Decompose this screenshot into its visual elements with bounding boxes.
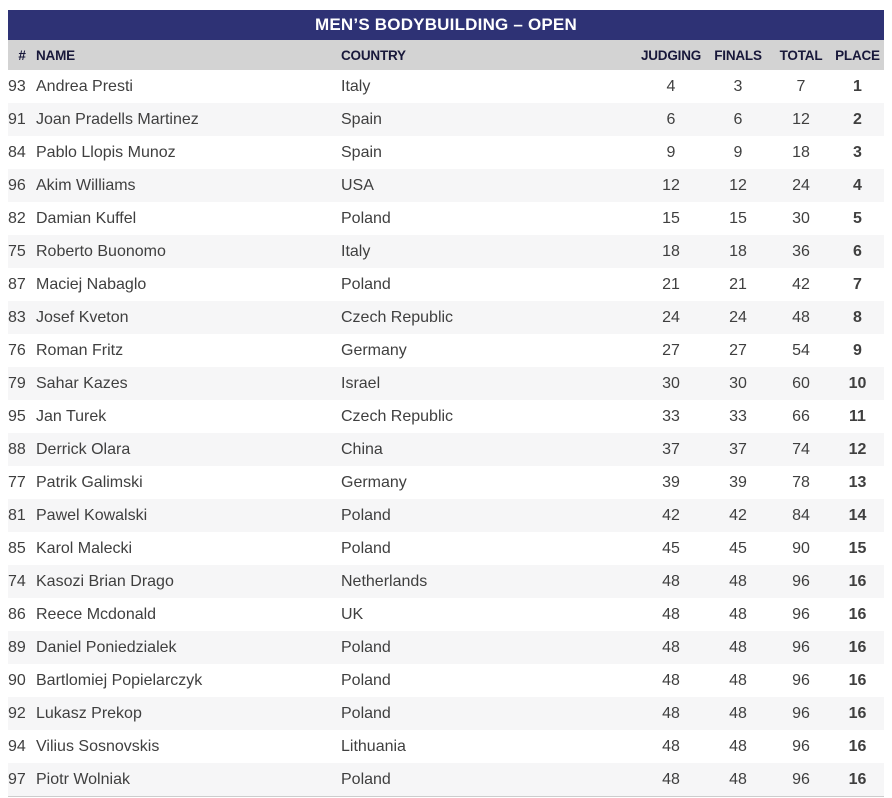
col-header-finals: FINALS xyxy=(705,40,771,70)
cell-name: Pablo Llopis Munoz xyxy=(36,143,176,161)
results-table xyxy=(8,40,884,797)
cell-num: 97 xyxy=(8,770,26,788)
cell-country: Spain xyxy=(341,110,382,128)
col-header-country: COUNTRY xyxy=(341,40,637,70)
cell-finals: 48 xyxy=(729,638,747,656)
cell-name: Daniel Poniedzialek xyxy=(36,638,177,656)
cell-total: 60 xyxy=(792,374,810,392)
cell-total: 90 xyxy=(792,539,810,557)
cell-place: 16 xyxy=(848,638,867,656)
cell-num: 83 xyxy=(8,308,26,326)
cell-judging: 48 xyxy=(662,572,680,590)
table-row xyxy=(8,70,884,103)
table-row xyxy=(8,268,884,301)
cell-judging: 45 xyxy=(662,539,680,557)
cell-country: Netherlands xyxy=(341,572,428,590)
cell-finals: 27 xyxy=(729,341,747,359)
cell-total: 54 xyxy=(792,341,810,359)
table-header xyxy=(8,40,884,70)
cell-total: 36 xyxy=(792,242,810,260)
cell-total: 96 xyxy=(792,572,810,590)
cell-name: Damian Kuffel xyxy=(36,209,137,227)
cell-finals: 48 xyxy=(729,572,747,590)
cell-total: 7 xyxy=(796,77,806,95)
table-row xyxy=(8,697,884,730)
cell-judging: 9 xyxy=(666,143,676,161)
table-row xyxy=(8,499,884,532)
cell-place: 15 xyxy=(848,539,867,557)
cell-finals: 45 xyxy=(729,539,747,557)
cell-place: 16 xyxy=(848,737,867,755)
cell-country: USA xyxy=(341,176,374,194)
cell-name: Roberto Buonomo xyxy=(36,242,166,260)
cell-finals: 48 xyxy=(729,704,747,722)
cell-country: Poland xyxy=(341,704,391,722)
table-row xyxy=(8,367,884,400)
cell-place: 1 xyxy=(853,77,862,95)
cell-name: Vilius Sosnovskis xyxy=(36,737,160,755)
cell-place: 10 xyxy=(848,374,867,392)
cell-country: Poland xyxy=(341,770,391,788)
cell-judging: 37 xyxy=(662,440,680,458)
cell-name: Joan Pradells Martinez xyxy=(36,110,199,128)
header-row xyxy=(8,40,884,70)
cell-judging: 39 xyxy=(662,473,680,491)
cell-total: 66 xyxy=(792,407,810,425)
cell-judging: 6 xyxy=(666,110,676,128)
cell-country: Poland xyxy=(341,638,391,656)
cell-name: Josef Kveton xyxy=(36,308,129,326)
cell-country: Italy xyxy=(341,77,371,95)
table-row xyxy=(8,169,884,202)
cell-place: 8 xyxy=(853,308,862,326)
table-row xyxy=(8,664,884,697)
cell-country: Poland xyxy=(341,671,391,689)
cell-finals: 18 xyxy=(729,242,747,260)
cell-judging: 48 xyxy=(662,605,680,623)
cell-total: 24 xyxy=(792,176,810,194)
table-row xyxy=(8,136,884,169)
cell-finals: 30 xyxy=(729,374,747,392)
cell-name: Lukasz Prekop xyxy=(36,704,142,722)
cell-name: Reece Mcdonald xyxy=(36,605,157,623)
cell-finals: 6 xyxy=(733,110,743,128)
cell-judging: 15 xyxy=(662,209,680,227)
cell-num: 75 xyxy=(8,242,26,260)
cell-place: 16 xyxy=(848,572,867,590)
cell-total: 48 xyxy=(792,308,810,326)
cell-total: 96 xyxy=(792,638,810,656)
page-title: MEN’S BODYBUILDING – OPEN xyxy=(8,10,884,40)
cell-place: 3 xyxy=(853,143,862,161)
table-row xyxy=(8,334,884,367)
cell-place: 6 xyxy=(853,242,862,260)
cell-total: 12 xyxy=(792,110,810,128)
cell-place: 14 xyxy=(848,506,867,524)
cell-num: 86 xyxy=(8,605,26,623)
cell-country: Poland xyxy=(341,539,391,557)
cell-num: 95 xyxy=(8,407,26,425)
table-row xyxy=(8,532,884,565)
cell-total: 18 xyxy=(792,143,810,161)
cell-country: Spain xyxy=(341,143,382,161)
cell-judging: 42 xyxy=(662,506,680,524)
cell-total: 42 xyxy=(792,275,810,293)
cell-finals: 48 xyxy=(729,605,747,623)
cell-country: Czech Republic xyxy=(341,308,454,326)
table-row xyxy=(8,631,884,664)
cell-num: 85 xyxy=(8,539,26,557)
cell-finals: 9 xyxy=(733,143,743,161)
cell-total: 84 xyxy=(792,506,810,524)
cell-num: 79 xyxy=(8,374,26,392)
cell-country: Poland xyxy=(341,209,391,227)
cell-total: 96 xyxy=(792,770,810,788)
cell-name: Bartlomiej Popielarczyk xyxy=(36,671,203,689)
cell-country: Germany xyxy=(341,341,407,359)
cell-name: Maciej Nabaglo xyxy=(36,275,147,293)
cell-num: 93 xyxy=(8,77,26,95)
cell-num: 94 xyxy=(8,737,26,755)
cell-num: 91 xyxy=(8,110,26,128)
cell-judging: 48 xyxy=(662,704,680,722)
cell-total: 78 xyxy=(792,473,810,491)
cell-place: 7 xyxy=(853,275,862,293)
cell-judging: 33 xyxy=(662,407,680,425)
cell-finals: 48 xyxy=(729,770,747,788)
cell-finals: 15 xyxy=(729,209,747,227)
cell-judging: 21 xyxy=(662,275,680,293)
cell-place: 5 xyxy=(853,209,862,227)
cell-place: 2 xyxy=(853,110,862,128)
cell-finals: 48 xyxy=(729,737,747,755)
cell-num: 96 xyxy=(8,176,26,194)
cell-finals: 12 xyxy=(729,176,747,194)
cell-judging: 30 xyxy=(662,374,680,392)
cell-country: Israel xyxy=(341,374,381,392)
cell-place: 9 xyxy=(853,341,862,359)
cell-num: 87 xyxy=(8,275,26,293)
cell-name: Jan Turek xyxy=(36,407,107,425)
cell-place: 16 xyxy=(848,704,867,722)
table-row xyxy=(8,301,884,334)
cell-total: 30 xyxy=(792,209,810,227)
cell-name: Andrea Presti xyxy=(36,77,133,95)
cell-country: UK xyxy=(341,605,364,623)
table-row xyxy=(8,235,884,268)
cell-total: 96 xyxy=(792,671,810,689)
cell-finals: 24 xyxy=(729,308,747,326)
cell-name: Pawel Kowalski xyxy=(36,506,148,524)
cell-name: Kasozi Brian Drago xyxy=(36,572,174,590)
cell-name: Sahar Kazes xyxy=(36,374,128,392)
cell-num: 84 xyxy=(8,143,26,161)
cell-num: 89 xyxy=(8,638,26,656)
cell-finals: 33 xyxy=(729,407,747,425)
cell-total: 96 xyxy=(792,737,810,755)
col-header-judging: JUDGING xyxy=(637,40,705,70)
cell-name: Derrick Olara xyxy=(36,440,131,458)
cell-finals: 3 xyxy=(733,77,743,95)
cell-judging: 4 xyxy=(666,77,676,95)
cell-finals: 21 xyxy=(729,275,747,293)
cell-country: Poland xyxy=(341,506,391,524)
results-table-body xyxy=(8,70,884,797)
cell-name: Piotr Wolniak xyxy=(36,770,130,788)
cell-num: 82 xyxy=(8,209,26,227)
cell-country: China xyxy=(341,440,383,458)
cell-num: 77 xyxy=(8,473,26,491)
cell-place: 16 xyxy=(848,770,867,788)
cell-name: Patrik Galimski xyxy=(36,473,143,491)
cell-total: 96 xyxy=(792,704,810,722)
table-row xyxy=(8,466,884,499)
table-row xyxy=(8,433,884,466)
table-row xyxy=(8,400,884,433)
col-header-total: TOTAL xyxy=(771,40,831,70)
cell-num: 88 xyxy=(8,440,26,458)
cell-num: 90 xyxy=(8,671,26,689)
cell-judging: 18 xyxy=(662,242,680,260)
cell-num: 74 xyxy=(8,572,26,590)
col-header-number: # xyxy=(8,40,36,70)
cell-place: 16 xyxy=(848,605,867,623)
table-row xyxy=(8,598,884,631)
cell-country: Germany xyxy=(341,473,407,491)
cell-finals: 37 xyxy=(729,440,747,458)
cell-country: Lithuania xyxy=(341,737,406,755)
cell-num: 81 xyxy=(8,506,26,524)
cell-total: 96 xyxy=(792,605,810,623)
cell-judging: 12 xyxy=(662,176,680,194)
cell-judging: 48 xyxy=(662,770,680,788)
col-header-name: NAME xyxy=(36,40,341,70)
cell-judging: 48 xyxy=(662,737,680,755)
cell-name: Roman Fritz xyxy=(36,341,124,359)
cell-finals: 42 xyxy=(729,506,747,524)
cell-finals: 39 xyxy=(729,473,747,491)
cell-place: 4 xyxy=(853,176,862,194)
cell-place: 16 xyxy=(848,671,867,689)
cell-total: 74 xyxy=(792,440,810,458)
cell-finals: 48 xyxy=(729,671,747,689)
cell-country: Italy xyxy=(341,242,371,260)
cell-num: 92 xyxy=(8,704,26,722)
table-row xyxy=(8,730,884,763)
cell-place: 12 xyxy=(848,440,867,458)
cell-num: 76 xyxy=(8,341,26,359)
table-row xyxy=(8,103,884,136)
cell-place: 11 xyxy=(849,407,866,425)
cell-judging: 48 xyxy=(662,671,680,689)
cell-name: Karol Malecki xyxy=(36,539,133,557)
table-row xyxy=(8,565,884,598)
cell-name: Akim Williams xyxy=(36,176,136,194)
cell-country: Czech Republic xyxy=(341,407,454,425)
cell-judging: 27 xyxy=(662,341,680,359)
cell-judging: 48 xyxy=(662,638,680,656)
cell-judging: 24 xyxy=(662,308,680,326)
cell-place: 13 xyxy=(848,473,867,491)
col-header-place: PLACE xyxy=(831,40,884,70)
table-row xyxy=(8,202,884,235)
table-row xyxy=(8,763,884,797)
cell-country: Poland xyxy=(341,275,391,293)
